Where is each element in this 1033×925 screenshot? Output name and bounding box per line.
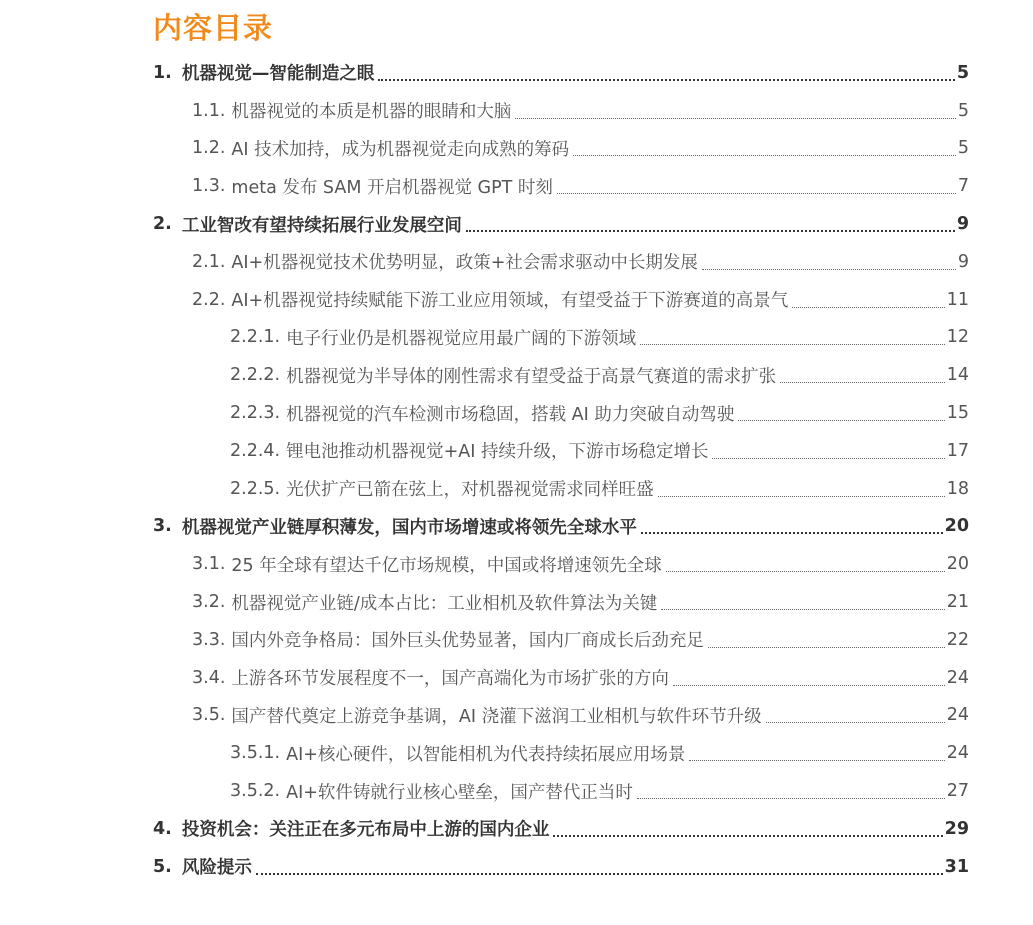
toc-entry-page: 21: [946, 592, 969, 613]
dot-leader: [780, 382, 945, 383]
toc-entry-2-2-3[interactable]: [0, 394, 1033, 432]
toc-entry-number: 2.2.: [192, 289, 226, 310]
toc-entry-page: 18: [946, 478, 969, 499]
toc-entry-title: 机器视觉产业链厚积薄发，国内市场增速或将领先全球水平: [181, 517, 637, 538]
toc-entry-number: 3.5.1.: [230, 743, 281, 764]
toc-entry-page: 9: [957, 251, 969, 272]
toc-entry-title: 25 年全球有望达千亿市场规模，中国或将增速领先全球: [231, 555, 662, 576]
toc-entry-page: 7: [957, 176, 969, 197]
toc-entry-number: 2.2.5.: [230, 478, 281, 499]
dot-leader: [702, 269, 956, 270]
dot-leader: [553, 835, 942, 837]
toc-entry-3-5[interactable]: [0, 697, 1033, 735]
toc-entry-title: 机器视觉为半导体的刚性需求有望受益于高景气赛道的需求扩张: [286, 366, 777, 387]
toc-entry-title: 国内外竞争格局：国外巨头优势显著，国内厂商成长后劲充足: [231, 631, 704, 652]
toc-entry-page: 17: [946, 440, 969, 461]
toc-entry-title: 国产替代奠定上游竞争基调，AI 浇灌下滋润工业相机与软件环节升级: [231, 706, 762, 727]
toc-entry-page: 20: [944, 516, 969, 537]
dot-leader: [766, 722, 945, 723]
toc-entry-1-2[interactable]: [0, 130, 1033, 168]
toc-entry-number: 1.2.: [192, 138, 226, 159]
page-title: 内容目录: [153, 11, 274, 45]
toc-entry-3-2[interactable]: [0, 583, 1033, 621]
dot-leader: [673, 685, 945, 686]
dot-leader: [661, 609, 944, 610]
dot-leader: [256, 873, 943, 875]
dot-leader: [573, 155, 956, 156]
toc-entry-title: 风险提示: [181, 858, 252, 879]
dot-leader: [708, 647, 945, 648]
toc-entry-2-2-5[interactable]: [0, 470, 1033, 508]
toc-entry-title: 锂电池推动机器视觉+AI 持续升级，下游市场稳定增长: [286, 442, 709, 463]
toc-entry-number: 2.2.3.: [230, 403, 281, 424]
toc-entry-page: 9: [956, 214, 969, 235]
toc-entry-3-5-2[interactable]: [0, 772, 1033, 810]
toc-entry-3-1[interactable]: [0, 545, 1033, 583]
toc-entry-number: 2.2.1.: [230, 327, 281, 348]
toc-entry-page: 27: [946, 781, 969, 802]
toc-entry-title: AI+机器视觉技术优势明显，政策+社会需求驱动中长期发展: [231, 253, 698, 274]
toc-entry-number: 3.4.: [192, 667, 226, 688]
toc-entry-4[interactable]: [0, 810, 1033, 848]
toc-entry-page: 5: [957, 100, 969, 121]
toc-entry-page: 31: [944, 856, 969, 877]
toc-entry-2-1[interactable]: [0, 243, 1033, 281]
toc-entry-2[interactable]: [0, 205, 1033, 243]
toc-entry-number: 3.: [153, 516, 172, 537]
toc-entry-title: AI+核心硬件，以智能相机为代表持续拓展应用场景: [286, 744, 686, 765]
toc-entry-number: 3.1.: [192, 554, 226, 575]
dot-leader: [466, 230, 955, 232]
toc-entry-title: AI+机器视觉持续赋能下游工业应用领域，有望受益于下游赛道的高景气: [231, 291, 789, 312]
dot-leader: [557, 193, 956, 194]
toc-entry-title: 投资机会：关注正在多元布局中上游的国内企业: [181, 820, 550, 841]
toc-entry-1-1[interactable]: [0, 92, 1033, 130]
toc-entry-title: 电子行业仍是机器视觉应用最广阔的下游领域: [286, 328, 637, 349]
dot-leader: [515, 118, 955, 119]
toc-entry-page: 5: [957, 138, 969, 159]
toc-entry-3-3[interactable]: [0, 621, 1033, 659]
toc-entry-page: 29: [944, 818, 969, 839]
toc-entry-title: 上游各环节发展程度不一，国产高端化为市场扩张的方向: [231, 669, 669, 690]
toc-entry-number: 3.3.: [192, 629, 226, 650]
toc-entry-number: 1.3.: [192, 176, 226, 197]
toc-entry-title: 机器视觉—智能制造之眼: [181, 64, 375, 85]
toc-entry-number: 2.: [153, 214, 172, 235]
toc-entry-number: 3.5.2.: [230, 781, 281, 802]
toc-entry-number: 4.: [153, 818, 172, 839]
toc-entry-2-2-1[interactable]: [0, 319, 1033, 357]
dot-leader: [640, 344, 945, 345]
toc-entry-1[interactable]: [0, 54, 1033, 92]
dot-leader: [637, 798, 945, 799]
toc-entry-title: meta 发布 SAM 开启机器视觉 GPT 时刻: [231, 177, 553, 198]
toc-entry-page: 22: [946, 629, 969, 650]
toc-entry-page: 5: [956, 62, 969, 83]
table-of-contents: [0, 54, 1033, 886]
toc-entry-page: 11: [946, 289, 969, 310]
dot-leader: [641, 532, 943, 534]
toc-entry-3-4[interactable]: [0, 659, 1033, 697]
toc-entry-title: AI 技术加持，成为机器视觉走向成熟的筹码: [231, 139, 570, 160]
toc-entry-page: 14: [946, 365, 969, 386]
toc-entry-title: 光伏扩产已箭在弦上，对机器视觉需求同样旺盛: [286, 480, 654, 501]
toc-entry-page: 15: [946, 403, 969, 424]
toc-entry-number: 5.: [153, 856, 172, 877]
toc-entry-title: 机器视觉的汽车检测市场稳固，搭载 AI 助力突破自动驾驶: [286, 404, 735, 425]
toc-entry-3[interactable]: [0, 508, 1033, 546]
toc-entry-number: 2.2.2.: [230, 365, 281, 386]
toc-entry-title: 机器视觉的本质是机器的眼睛和大脑: [231, 102, 512, 123]
dot-leader: [658, 496, 945, 497]
dot-leader: [689, 760, 944, 761]
dot-leader: [792, 307, 945, 308]
dot-leader: [738, 420, 944, 421]
toc-entry-2-2-2[interactable]: [0, 356, 1033, 394]
toc-entry-2-2[interactable]: [0, 281, 1033, 319]
toc-entry-title: AI+软件铸就行业核心壁垒，国产替代正当时: [286, 782, 633, 803]
toc-entry-number: 2.1.: [192, 251, 226, 272]
toc-entry-2-2-4[interactable]: [0, 432, 1033, 470]
toc-entry-page: 12: [946, 327, 969, 348]
toc-entry-page: 24: [946, 743, 969, 764]
toc-entry-number: 2.2.4.: [230, 440, 281, 461]
toc-entry-number: 3.5.: [192, 705, 226, 726]
toc-entry-number: 3.2.: [192, 592, 226, 613]
dot-leader: [712, 458, 944, 459]
toc-entry-title: 机器视觉产业链/成本占比：工业相机及软件算法为关键: [231, 593, 658, 614]
toc-entry-title: 工业智改有望持续拓展行业发展空间: [181, 215, 462, 236]
toc-entry-page: 24: [946, 705, 969, 726]
dot-leader: [666, 571, 945, 572]
toc-entry-3-5-1[interactable]: [0, 734, 1033, 772]
toc-entry-number: 1.: [153, 62, 172, 83]
toc-entry-1-3[interactable]: [0, 167, 1033, 205]
toc-entry-page: 20: [946, 554, 969, 575]
dot-leader: [378, 79, 954, 81]
toc-entry-5[interactable]: [0, 848, 1033, 886]
toc-entry-page: 24: [946, 667, 969, 688]
toc-entry-number: 1.1.: [192, 100, 226, 121]
